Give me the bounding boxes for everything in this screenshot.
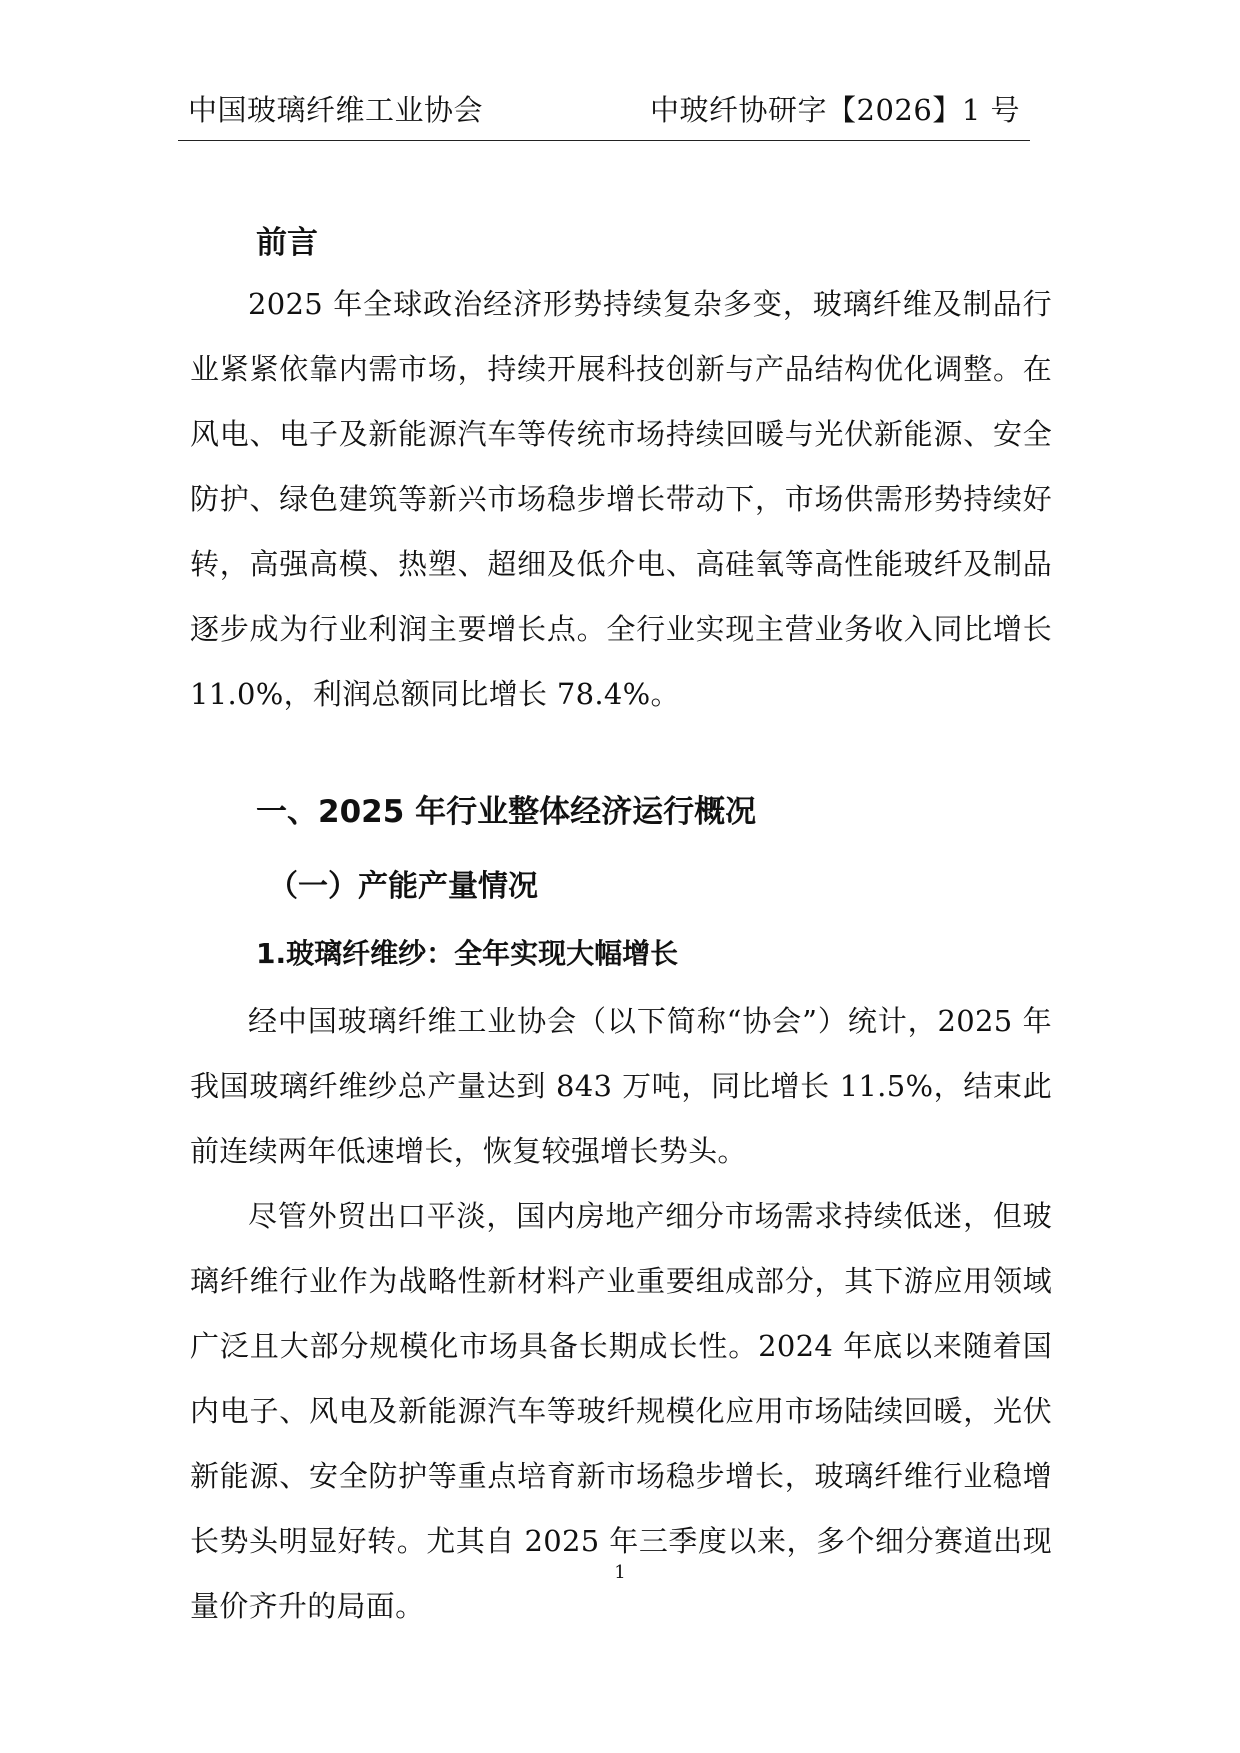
section-heading: 一、2025 年行业整体经济运行概况 [256, 794, 757, 830]
preface-paragraph: 2025 年全球政治经济形势持续复杂多变，玻璃纤维及制品行业紧紧依靠内需市场，持续开展科技创新与产品结构优化调整。在风电、电子及新能源汽车等传统市场持续回暖与光伏新能源、安全防护、绿色建筑等新兴市场稳步增长带动下，市场供需形势持续好转，高强高模、热塑、超细及低介电、高硅氧等高性能玻纤及制品逐步成为行业利润主要增长点。全行业实现主营业务收入同比增长 11.0%，利润总额同比增长 78.4%。 [190, 287, 1052, 711]
item-heading: 1.玻璃纤维纱：全年实现大幅增长 [256, 937, 679, 970]
page-number: 1 [614, 1562, 626, 1583]
body-paragraph: 经中国玻璃纤维工业协会（以下简称“协会”）统计，2025 年我国玻璃纤维纱总产量达到 843 万吨，同比增长 11.5%，结束此前连续两年低速增长，恢复较强增长势头。 [190, 1004, 1052, 1168]
page-header [178, 82, 1030, 141]
subsection-heading: （一）产能产量情况 [268, 869, 538, 904]
body-paragraph: 尽管外贸出口平淡，国内房地产细分市场需求持续低迷，但玻璃纤维行业作为战略性新材料产业重要组成部分，其下游应用领域广泛且大部分规模化市场具备长期成长性。2024 年底以来随着国内电子、风电及新能源汽车等玻纤规模化应用市场陆续回暖，光伏新能源、安全防护等重点培育新市场稳步增长，玻璃纤维行业稳增长势头明显好转。尤其自 2025 年三季度以来，多个细分赛道出现量价齐升的局面。 [190, 1199, 1052, 1623]
document-body [190, 220, 1052, 1639]
header-document-number: 中玻纤协研字【2026】1 号 [650, 93, 1020, 127]
preface-heading: 前言 [256, 225, 318, 261]
header-organization: 中国玻璃纤维工业协会 [188, 93, 484, 127]
